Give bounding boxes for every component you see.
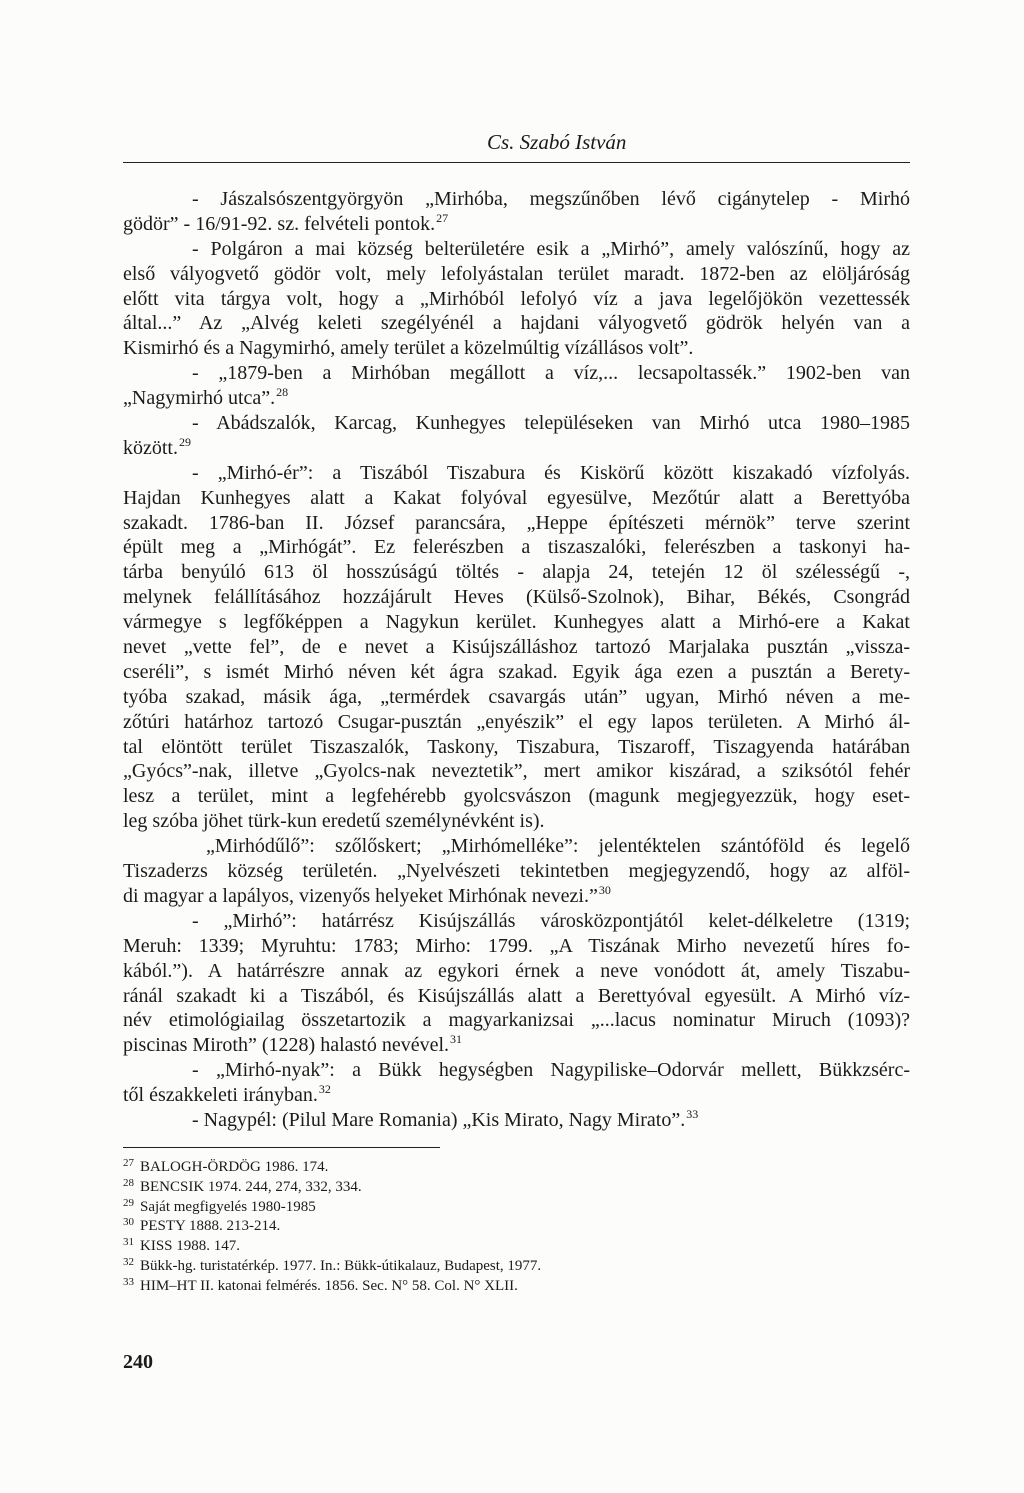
- line-text: piscinas Miroth” (1228) halastó nevével.: [123, 1034, 450, 1057]
- footnote-ref: 31: [450, 1032, 463, 1047]
- line-text: - Nagypél: (Pilul Mare Romania) „Kis Mirato, Nagy Mirato”.: [192, 1108, 686, 1131]
- text-line: név etimológiailag összetartozik a magyarkanizsai „...lacus nominatur Miruch (1093)?: [123, 1009, 910, 1032]
- footnote-number: 30: [123, 1216, 134, 1229]
- text-line: Kismirhó és a Nagymirhó, amely terület a közelmúltig vízállásos volt”.: [123, 337, 694, 360]
- text-line: [123, 884, 910, 909]
- paragraph: [123, 411, 910, 461]
- paragraph: [123, 187, 910, 237]
- footnote-ref: 32: [318, 1082, 331, 1097]
- text-line: vármegye s legfőképpen a Nagykun kerület. Kunhegyes alatt a Mirhó-ere a Kakat: [123, 611, 910, 634]
- text-line: - „Mirhó-nyak”: a Bükk hegységben Nagypiliske–Odorvár mellett, Bükkzsérc-: [192, 1059, 910, 1082]
- text-line: előtt vita tárgya volt, hogy a „Mirhóból lefolyó víz a java legelőjökön vezettessék: [123, 287, 910, 310]
- text-line: Meruh: 1339; Myruhtu: 1783; Mirho: 1799. „A Tiszának Mirho nevezetű híres fo-: [123, 934, 910, 957]
- text-line: tyóba szakad, másik ága, „termérdek csavargás után” ugyan, Mirhó néven a me-: [123, 685, 910, 708]
- footnote-ref: 29: [179, 434, 191, 449]
- footnote-number: 31: [123, 1236, 134, 1249]
- paragraph: [123, 1058, 910, 1108]
- footnote-text: PESTY 1888. 213-214.: [140, 1218, 281, 1235]
- footnote: [123, 1257, 910, 1277]
- footnote-text: HIM–HT II. katonai felmérés. 1856. Sec. N° 58. Col. N° XLII.: [140, 1277, 518, 1294]
- text-line: [123, 386, 910, 411]
- text-line: - „1879-ben a Mirhóban megállott a víz,... lecsapoltassék.” 1902-ben van: [192, 362, 910, 385]
- footnote-rule: [123, 1147, 440, 1148]
- text-line: nevet „vette fel”, de e nevet a Kisújszálláshoz tartozó Marjalaka pusztán „vissza-: [123, 636, 910, 659]
- paragraph: [123, 237, 910, 361]
- text-line: - Jászalsószentgyörgyön „Mirhóba, megszűnőben lévő cigánytelep - Mirhó: [192, 188, 910, 210]
- line-text: től északkeleti irányban.: [123, 1084, 318, 1107]
- footnote: [123, 1158, 910, 1178]
- footnote: [123, 1237, 910, 1257]
- footnote-text: BENCSIK 1974. 244, 274, 332, 334.: [140, 1178, 362, 1195]
- footnote-text: KISS 1988. 147.: [140, 1238, 241, 1255]
- paragraph: [123, 1108, 910, 1133]
- footnote-ref: 30: [598, 882, 611, 897]
- text-line: ránál szakadt ki a Tiszából, és Kisújszállás alatt a Berettyóval egyesült. A Mirhó víz-: [123, 984, 910, 1007]
- text-line: - „Mirhó”: határrész Kisújszállás városközpontjától kelet-délkeletre (1319;: [192, 909, 910, 932]
- footnote-ref: 33: [686, 1106, 699, 1121]
- text-line: első vályogvető gödör volt, mely lefolyástalan terület maradt. 1872-ben az elöljáróság: [123, 262, 910, 285]
- text-line: - Polgáron a mai község belterületére esik a „Mirhó”, amely valószínű, hogy az: [192, 237, 910, 260]
- footnote-number: 27: [123, 1157, 134, 1169]
- text-line: „Gyócs”-nak, illetve „Gyolcs-nak neveztetik”, mert amikor kiszárad, a sziksótól fehér: [123, 760, 910, 783]
- text-line: Tiszaderzs község területén. „Nyelvészeti tekintetben megjegyzendő, hogy az alföl-: [123, 860, 910, 883]
- paragraph: [123, 909, 910, 1058]
- paragraph: [123, 361, 910, 411]
- text-line: kából.”). A határrészre annak az egykori érnek a neve vonódott át, amely Tiszabu-: [123, 959, 910, 982]
- text-line: tárba benyúló 613 öl hosszúságú töltés - alapja 24, tetején 12 öl szélességű -,: [123, 561, 910, 584]
- footnote: [123, 1178, 910, 1198]
- line-text: között.: [123, 436, 178, 459]
- paragraph: [123, 834, 910, 909]
- line-text: di magyar a lapályos, vizenyős helyeket Mirhónak nevezi.”: [123, 884, 598, 907]
- text-line: - „Mirhó-ér”: a Tiszából Tiszabura és Kiskörű között kiszakadó vízfolyás.: [192, 461, 910, 484]
- footnote: [123, 1277, 910, 1297]
- text-line: lesz a terület, mint a legfehérebb gyolcsvászon (magunk megjegyezzük, hogy eset-: [123, 785, 910, 808]
- text-line: - Abádszalók, Karcag, Kunhegyes településeken van Mirhó utca 1980–1985: [192, 412, 910, 435]
- footnote-text: Bükk-hg. turistatérkép. 1977. In.: Bükk-útikalauz, Budapest, 1977.: [140, 1257, 542, 1274]
- footnote-ref: 27: [436, 210, 449, 225]
- text-line: melynek felállításához hozzájárult Heves (Külső-Szolnok), Bihar, Békés, Csongrád: [123, 586, 910, 609]
- header-rule: [123, 162, 910, 163]
- text-line: tal elöntött terület Tiszaszalók, Taskony, Tiszabura, Tiszaroff, Tiszagyenda határában: [123, 735, 910, 758]
- footnote-text: BALOGH-ÖRDÖG 1986. 174.: [140, 1159, 329, 1175]
- text-line: [123, 1033, 910, 1058]
- text-line: „Mirhódűlő”: szőlőskert; „Mirhómelléke”: jelentéktelen szántóföld és legelő: [206, 835, 910, 858]
- footnote-ref: 28: [276, 385, 289, 400]
- paragraph: [123, 461, 910, 834]
- text-line: által...” Az „Alvég keleti szegélyénél a hajdani vályogvető gödrök helyén van a: [123, 312, 910, 335]
- text-line: [123, 1108, 910, 1133]
- line-text: gödör” - 16/91-92. sz. felvételi pontok.: [123, 212, 436, 235]
- footnote-text: Saját megfigyelés 1980-1985: [140, 1198, 316, 1215]
- text-line: épült meg a „Mirhógát”. Ez felerészben a tiszaszalóki, felerészben a taskonyi ha-: [123, 536, 910, 559]
- footnote-number: 28: [123, 1176, 134, 1189]
- running-title: Cs. Szabó István: [487, 130, 627, 154]
- text-line: szakadt. 1786-ban II. József parancsára, „Heppe építészeti mérnök” terve szerint: [123, 511, 910, 534]
- text-line: [123, 436, 910, 461]
- line-text: „Nagymirhó utca”.: [123, 387, 276, 410]
- text-line: Hajdan Kunhegyes alatt a Kakat folyóval egyesülve, Mezőtúr alatt a Berettyóba: [123, 486, 910, 509]
- text-line: zőtúri határhoz tartozó Csugar-pusztán „enyészik” el egy lapos területen. A Mirhó ál-: [123, 710, 910, 733]
- footnote-number: 32: [123, 1255, 134, 1268]
- text-line: cseréli”, s ismét Mirhó néven két ágra szakad. Egyik ága ezen a pusztán a Berety-: [123, 660, 910, 683]
- text-line: leg szóba jöhet türk-kun eredetű személynévként is).: [123, 810, 545, 833]
- page-number: 240: [123, 1351, 153, 1373]
- footnote: [123, 1198, 910, 1218]
- text-line: [123, 212, 910, 237]
- footnote: [123, 1217, 910, 1237]
- main-text: [123, 187, 910, 1133]
- text-line: [123, 1083, 910, 1108]
- footnotes: [123, 1158, 910, 1297]
- footnote-number: 33: [123, 1275, 134, 1288]
- footnote-number: 29: [123, 1196, 134, 1209]
